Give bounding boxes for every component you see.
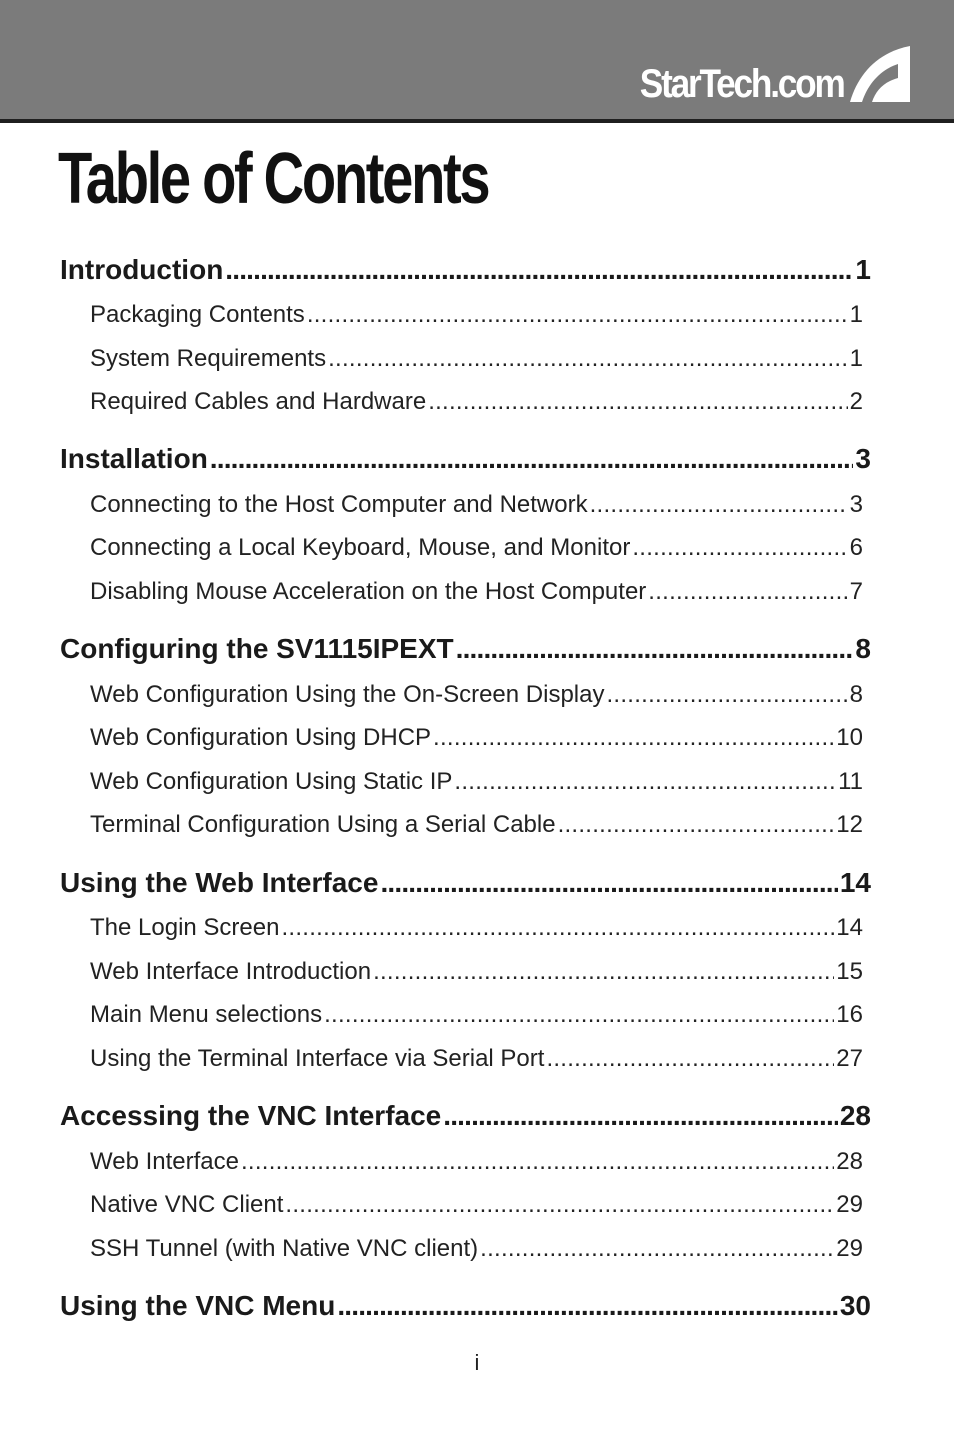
toc-section-page: 28 xyxy=(839,1100,871,1131)
page-title: Table of Contents xyxy=(58,139,489,219)
dot-leader xyxy=(428,388,847,416)
dot-leader xyxy=(648,578,847,606)
dot-leader xyxy=(210,443,854,475)
toc-entry-page: 28 xyxy=(836,1148,863,1175)
toc-entry-page: 1 xyxy=(849,301,863,328)
toc-entry-label: The Login Screen xyxy=(90,914,280,941)
toc-entry-label: Required Cables and Hardware xyxy=(90,388,427,415)
toc-section-title: Configuring the SV1115IPEXT xyxy=(60,633,454,664)
toc-section-page: 3 xyxy=(855,443,871,474)
toc-entry-page: 14 xyxy=(836,914,863,941)
toc-section-page: 14 xyxy=(839,867,871,898)
toc-entry[interactable] xyxy=(90,768,863,796)
toc-entry-page: 29 xyxy=(836,1191,863,1218)
dot-leader xyxy=(328,345,848,373)
dot-leader xyxy=(546,1045,834,1073)
toc-entry[interactable] xyxy=(90,1235,863,1263)
dot-leader xyxy=(443,1100,838,1132)
toc-entry-label: Packaging Contents xyxy=(90,301,305,328)
toc-section[interactable] xyxy=(60,443,871,475)
toc-section[interactable] xyxy=(60,1100,871,1132)
dot-leader xyxy=(632,534,847,562)
toc-section-page: 30 xyxy=(839,1290,871,1321)
toc-entry-label: SSH Tunnel (with Native VNC client) xyxy=(90,1235,479,1262)
toc-entry-page: 15 xyxy=(836,958,863,985)
dot-leader xyxy=(590,491,848,519)
toc-entry[interactable] xyxy=(90,958,863,986)
toc-entry-label: Web Interface xyxy=(90,1148,239,1175)
dot-leader xyxy=(285,1191,834,1219)
toc-entry-label: Web Configuration Using the On-Screen Display xyxy=(90,681,605,708)
toc-entry-page: 3 xyxy=(849,491,863,518)
toc-section[interactable] xyxy=(60,867,871,899)
toc-section-page: 8 xyxy=(855,633,871,664)
toc-entry-label: Connecting a Local Keyboard, Mouse, and Monitor xyxy=(90,534,631,561)
toc-entry[interactable] xyxy=(90,681,863,709)
toc-section-title: Installation xyxy=(60,443,208,474)
toc-entry[interactable] xyxy=(90,1148,863,1176)
dot-leader xyxy=(324,1001,834,1029)
toc-section[interactable] xyxy=(60,1290,871,1322)
toc-entry[interactable] xyxy=(90,491,863,519)
dot-leader xyxy=(433,724,834,752)
toc-section-title: Introduction xyxy=(60,254,224,285)
toc-entry-label: Web Configuration Using Static IP xyxy=(90,768,453,795)
dot-leader xyxy=(225,254,853,286)
page-number: i xyxy=(474,1350,480,1375)
toc-section-title: Using the Web Interface xyxy=(60,867,379,898)
toc-entry-label: Web Interface Introduction xyxy=(90,958,372,985)
toc-entry-page: 7 xyxy=(849,578,863,605)
dot-leader xyxy=(380,867,837,899)
toc-entry-page: 27 xyxy=(836,1045,863,1072)
toc-entry-label: Using the Terminal Interface via Serial Port xyxy=(90,1045,545,1072)
toc-entry-page: 16 xyxy=(836,1001,863,1028)
toc-entry-page: 6 xyxy=(849,534,863,561)
toc-entry-label: Web Configuration Using DHCP xyxy=(90,724,432,751)
toc-entry[interactable] xyxy=(90,534,863,562)
toc-entry-page: 11 xyxy=(838,768,863,795)
dot-leader xyxy=(281,914,834,942)
dot-leader xyxy=(454,768,836,796)
toc-entry-page: 29 xyxy=(836,1235,863,1262)
toc-entry-page: 8 xyxy=(849,681,863,708)
toc-section-page: 1 xyxy=(855,254,871,285)
toc-entry[interactable] xyxy=(90,301,863,329)
toc-entry[interactable] xyxy=(90,1191,863,1219)
toc-entry[interactable] xyxy=(90,345,863,373)
brand-name: StarTech.com xyxy=(640,62,844,106)
toc-entry[interactable] xyxy=(90,914,863,942)
toc-entry-page: 10 xyxy=(836,724,863,751)
toc-entry[interactable] xyxy=(90,1045,863,1073)
toc-entry[interactable] xyxy=(90,578,863,606)
dot-leader xyxy=(606,681,847,709)
toc-entry-page: 1 xyxy=(849,345,863,372)
dot-leader xyxy=(456,633,854,665)
dot-leader xyxy=(480,1235,834,1263)
toc-entry-label: Main Menu selections xyxy=(90,1001,323,1028)
toc-entry-label: System Requirements xyxy=(90,345,327,372)
dot-leader xyxy=(558,811,835,839)
toc-entry[interactable] xyxy=(90,388,863,416)
toc-entry-label: Connecting to the Host Computer and Network xyxy=(90,491,588,518)
toc-section[interactable] xyxy=(60,254,871,286)
toc-entry-label: Disabling Mouse Acceleration on the Host Computer xyxy=(90,578,647,605)
toc-section[interactable] xyxy=(60,633,871,665)
toc-section-title: Accessing the VNC Interface xyxy=(60,1100,442,1131)
toc-entry-label: Terminal Configuration Using a Serial Cable xyxy=(90,811,556,838)
dot-leader xyxy=(307,301,848,329)
toc-entry[interactable] xyxy=(90,1001,863,1029)
toc-entry-page: 2 xyxy=(849,388,863,415)
toc-entry-page: 12 xyxy=(836,811,863,838)
toc-entry[interactable] xyxy=(90,811,863,839)
toc-entry-label: Native VNC Client xyxy=(90,1191,284,1218)
dot-leader xyxy=(241,1148,834,1176)
toc-section-title: Using the VNC Menu xyxy=(60,1290,336,1321)
toc-entry[interactable] xyxy=(90,724,863,752)
dot-leader xyxy=(373,958,834,986)
dot-leader xyxy=(337,1290,838,1322)
